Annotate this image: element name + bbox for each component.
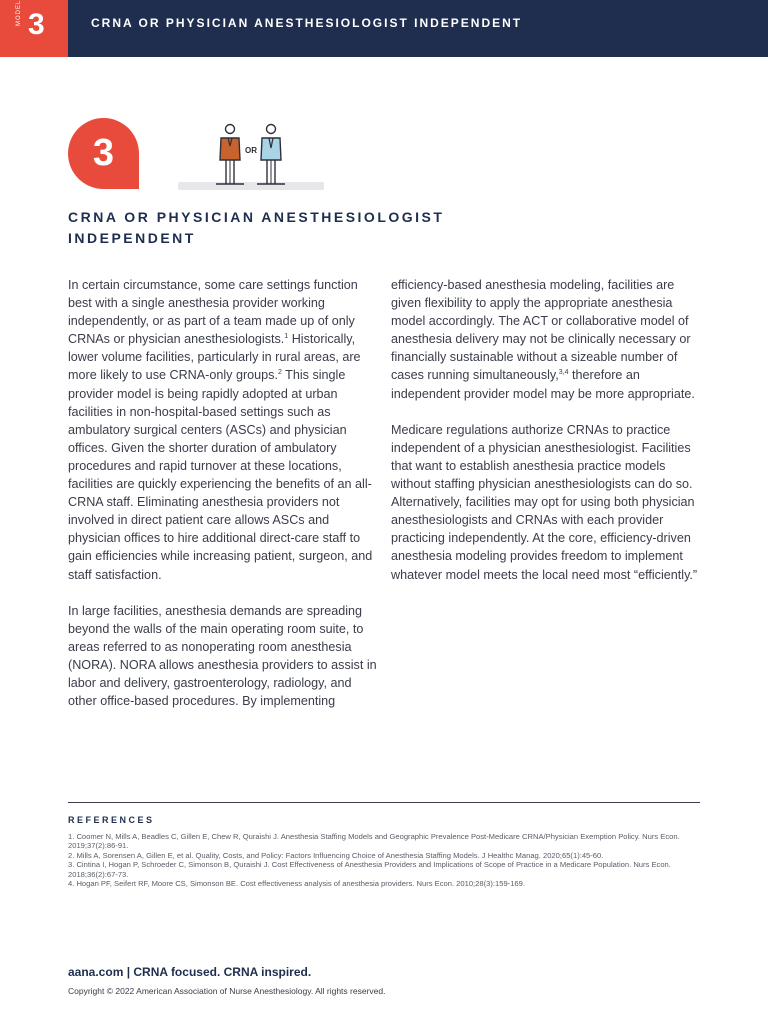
body-paragraph: In large facilities, anesthesia demands are spreading beyond the walls of the main operating room suite, to areas referred to as nonoperating room anesthesia (NORA). NORA allows anesthesia providers to assist in labor and delivery, gastroenterology, radiology, and other office-based procedures. By implementing xyxy=(68,603,377,709)
reference-item: 2. Mills A, Sorensen A, Gillen E, et al. Quality, Costs, and Policy: Factors Influencing Choice of Anesthesia Staffing Models. J Healthc Manag. 2020;65(1):45-60. xyxy=(68,850,604,860)
citation-superscript: 2 xyxy=(277,369,282,377)
references-heading: REFERENCES xyxy=(68,815,155,825)
references-list xyxy=(68,832,708,888)
body-text: Historically, lower volume facilities, particularly in rural areas, are more likely to use CRNA-only groups. xyxy=(68,332,361,383)
body-paragraph xyxy=(391,276,703,403)
providers-illustration xyxy=(178,120,324,192)
section-title xyxy=(68,207,488,249)
body-paragraph xyxy=(68,276,380,584)
body-column-left xyxy=(68,276,380,728)
reference-item: 4. Hogan PF, Seifert RF, Moore CS, Simonson BE. Cost effectiveness analysis of anesthesia providers. Nurs Econ. 2010;28(3):159-169. xyxy=(68,879,525,889)
physician-figure-icon xyxy=(257,125,285,185)
model-number: 3 xyxy=(28,8,45,41)
body-text: therefore an independent provider model may be more appropriate. xyxy=(391,368,695,401)
section-title-line2: INDEPENDENT xyxy=(68,230,196,246)
providers-illustration-svg xyxy=(178,120,324,192)
or-label: OR xyxy=(245,146,257,155)
footer-copyright: Copyright © 2022 American Association of Nurse Anesthesiology. All rights reserved. xyxy=(68,986,386,996)
reference-item: 1. Coomer N, Mills A, Beadles C, Gillen E, Chew R, Quraishi J. Anesthesia Staffing Models and Geographic Prevalence Post-Medicare CRNA/Physician Exemption Policy. Nurs Econ. 2019;37(2):86-91. xyxy=(68,832,680,851)
reference-item: 3. Cintina I, Hogan P, Schroeder C, Simonson B, Quraishi J. Cost Effectiveness of Anesthesia Providers and Implications of Scope of Practice in a Medicare Population. Nurs Econ. 2018;36(2):67-73. xyxy=(68,860,671,879)
references-divider xyxy=(68,802,700,803)
model-label: MODEL xyxy=(16,0,22,26)
section-title-line1: CRNA OR PHYSICIAN ANESTHESIOLOGIST xyxy=(68,209,445,225)
citation-superscript: 1 xyxy=(284,333,289,341)
body-text: efficiency-based anesthesia modeling, facilities are given flexibility to apply the appropriate anesthesia model accordingly. The ACT or collaborative model of anesthesia delivery may not be clinically necessary or financially sustainable without a sizeable number of cases running simultaneously, xyxy=(391,278,691,383)
floor-shadow xyxy=(178,182,324,190)
header-title: CRNA OR PHYSICIAN ANESTHESIOLOGIST INDEPENDENT xyxy=(91,16,523,30)
model-badge xyxy=(68,118,139,189)
body-column-right xyxy=(391,276,703,602)
badge-number: 3 xyxy=(92,132,115,174)
crna-figure-icon xyxy=(216,125,244,185)
body-text: This single provider model is being rapidly adopted at urban facilities in non-hospital-based settings such as ambulatory surgical centers (ASCs) and physician offices. Given the shorter duration of ambulatory procedures and rapid turnover at these locations, facilities are quickly experiencing the benefits of an all-CRNA staff. Eliminating anesthesia providers not involved in direct patient care allows ASCs and physician offices to hire additional direct-care staff to gain efficiencies while increasing patient, surgeon, and staff satisfaction. xyxy=(68,368,373,582)
body-text: In certain circumstance, some care settings function best with a single anesthesia provider working independently, or as part of a team made up of only CRNAs or physician anesthesiologists. xyxy=(68,278,358,347)
body-paragraph: Medicare regulations authorize CRNAs to practice independent of a physician anesthesiologist. Facilities that want to establish anesthesia practice models without staffing physician anesthesiologists can do so. Alternatively, facilities may opt for using both physician anesthesiologists and CRNAs with each provider practicing independently. At the core, efficiency-driven anesthesia modeling provides freedom to implement whatever model meets the local need most “efficiently.” xyxy=(391,422,698,582)
header-band xyxy=(0,0,768,57)
citation-superscript: 3,4 xyxy=(558,369,569,377)
footer-tagline: aana.com | CRNA focused. CRNA inspired. xyxy=(68,965,312,979)
model-tab xyxy=(0,0,68,57)
